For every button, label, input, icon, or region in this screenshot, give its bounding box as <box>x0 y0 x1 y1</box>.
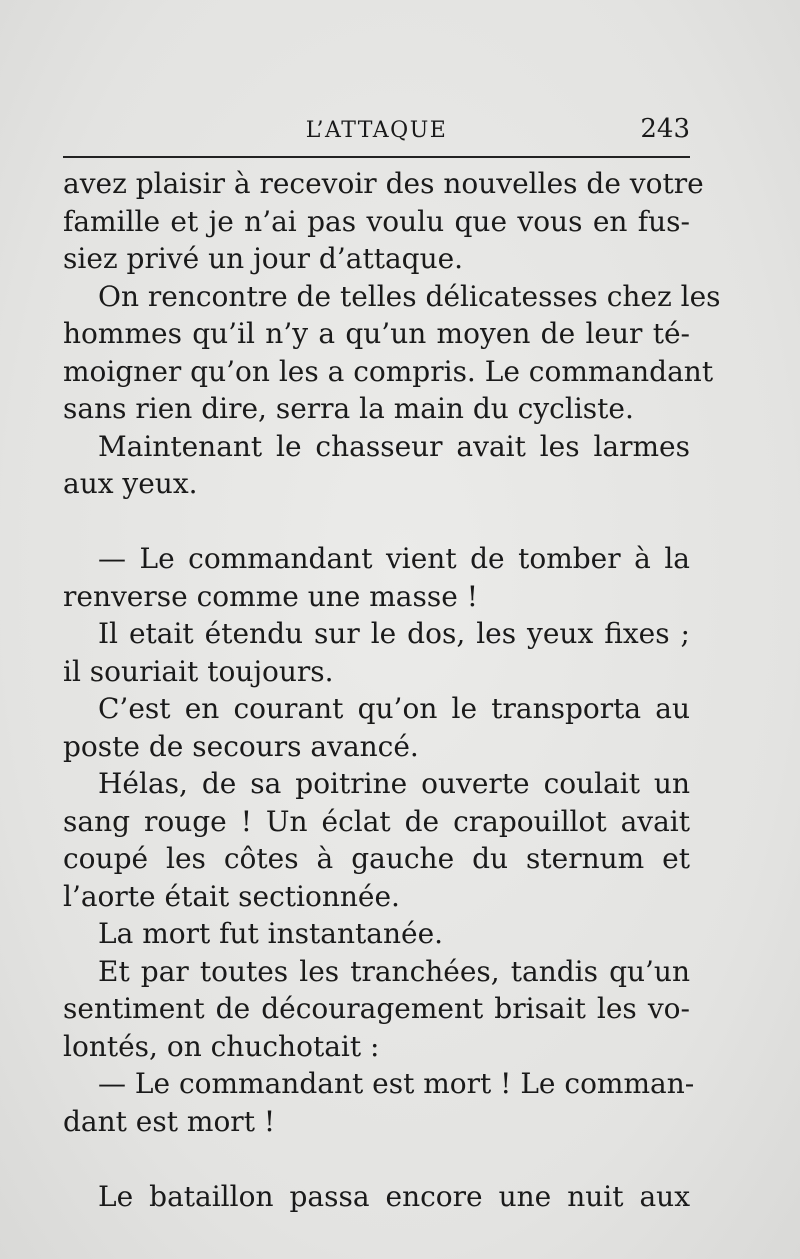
text-line: Le bataillon passa encore une nuit aux <box>98 1179 690 1213</box>
page-number: 243 <box>640 114 690 144</box>
text-line: poste de secours avancé. <box>63 729 419 763</box>
text-line: sentiment de découragement brisait les vo- <box>63 992 690 1025</box>
text-line: Maintenant le chasseur avait les larmes <box>98 429 690 463</box>
section-break <box>63 503 690 541</box>
text-line: On rencontre de telles délicatesses chez les <box>98 279 721 313</box>
text-line: lontés, on chuchotait : <box>63 1029 380 1063</box>
text-line: sans rien dire, serra la main du cycliste. <box>63 392 634 425</box>
text-line: dant est mort ! <box>63 1104 276 1138</box>
page-header <box>63 112 690 158</box>
text-line: avez plaisir à recevoir des nouvelles de votre <box>63 167 704 200</box>
text-line: l’aorte était sectionnée. <box>63 879 400 913</box>
text-line: coupé les côtes à gauche du sternum et <box>63 842 690 875</box>
text-line: renverse comme une masse ! <box>63 579 478 613</box>
text-line: il souriait toujours. <box>63 654 334 688</box>
text-line: — Le commandant est mort ! Le comman- <box>98 1067 695 1100</box>
text-line: — Le commandant vient de tomber à la <box>98 542 690 575</box>
text-line: La mort fut instantanée. <box>98 917 444 950</box>
text-line: Et par toutes les tranchées, tandis qu’un <box>98 954 690 988</box>
body-text <box>63 165 721 1215</box>
text-line: aux yeux. <box>63 467 198 500</box>
section-break <box>63 1140 690 1178</box>
text-line: famille et je n’ai pas voulu que vous en fus- <box>63 204 690 238</box>
text-line: C’est en courant qu’on le transporta au <box>98 692 690 725</box>
text-line: hommes qu’il n’y a qu’un moyen de leur té- <box>63 317 690 350</box>
text-line: sang rouge ! Un éclat de crapouillot avait <box>63 804 690 838</box>
text-line: siez privé un jour d’attaque. <box>63 242 464 275</box>
text-line: Hélas, de sa poitrine ouverte coulait un <box>98 767 690 800</box>
text-line: Il etait étendu sur le dos, les yeux fixes ; <box>98 617 690 650</box>
text-line: moigner qu’on les a compris. Le commandant <box>63 354 714 388</box>
running-title: L’ATTAQUE <box>305 118 448 143</box>
